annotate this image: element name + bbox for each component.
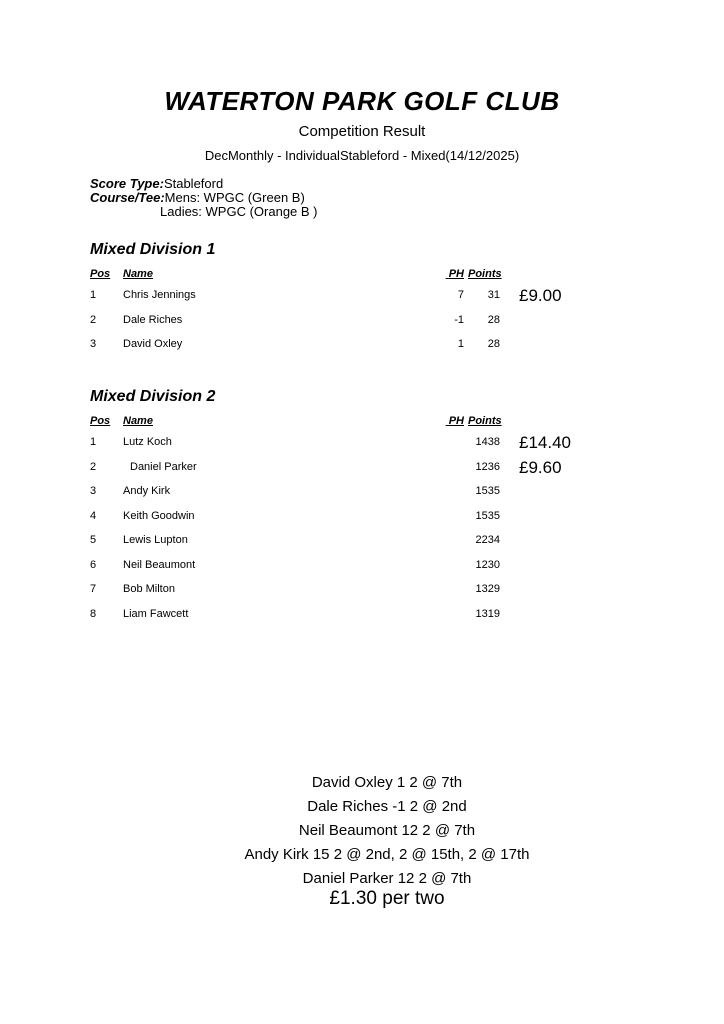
points-cell: 28 bbox=[487, 338, 500, 350]
column-header-ph: PH bbox=[448, 415, 464, 427]
name-cell: Neil Beaumont bbox=[123, 558, 196, 571]
pos-cell: 1 bbox=[90, 436, 97, 448]
ph-points-cell: 1236 bbox=[475, 460, 500, 473]
ladies-course-line bbox=[90, 205, 318, 219]
ph-points-cell: 1535 bbox=[475, 485, 500, 497]
column-header-pos: Pos bbox=[90, 268, 111, 280]
pos-cell: 7 bbox=[90, 583, 97, 595]
ph-points-cell: 1438 bbox=[475, 436, 500, 448]
table-row bbox=[0, 510, 724, 525]
name-cell: Dale Riches bbox=[123, 313, 183, 326]
setup-block bbox=[90, 177, 318, 219]
table-header-row bbox=[0, 415, 724, 430]
prize-cell: £14.40 bbox=[519, 433, 571, 452]
name-cell: Liam Fawcett bbox=[123, 607, 189, 620]
column-header-name: Name bbox=[123, 415, 153, 427]
pos-cell: 3 bbox=[90, 485, 97, 497]
name-cell: Chris Jennings bbox=[123, 289, 196, 301]
name-cell: Bob Milton bbox=[123, 583, 175, 595]
ph-points-cell: 1329 bbox=[475, 583, 500, 595]
twos-line: David Oxley 1 2 @ 7th bbox=[311, 774, 463, 791]
points-cell: 28 bbox=[487, 313, 500, 326]
ph-points-cell: 2234 bbox=[475, 534, 500, 546]
table-row bbox=[0, 534, 724, 549]
pos-cell: 4 bbox=[90, 509, 97, 522]
table-row bbox=[0, 314, 724, 329]
division-title: Mixed Division 2 bbox=[90, 388, 216, 405]
table-row bbox=[0, 433, 724, 452]
column-header-points: Points bbox=[468, 268, 502, 280]
ladies-course-value: Ladies: WPGC (Orange B ) bbox=[160, 204, 318, 219]
pos-cell: 2 bbox=[90, 313, 97, 326]
ph-cell: 7 bbox=[457, 289, 464, 301]
table-row bbox=[0, 608, 724, 623]
table-header-row bbox=[0, 268, 724, 283]
ph-cell: -1 bbox=[454, 313, 464, 326]
twos-rate: £1.30 per two bbox=[329, 888, 445, 909]
report-subtitle: Competition Result bbox=[298, 123, 426, 140]
table-row bbox=[0, 559, 724, 574]
score-type-label: Score Type: bbox=[90, 176, 164, 191]
prize-cell: £9.60 bbox=[519, 457, 562, 477]
mens-course-value: Mens: WPGC (Green B) bbox=[164, 190, 305, 205]
ph-points-cell: 1230 bbox=[475, 558, 500, 571]
course-tee-label: Course/Tee: bbox=[90, 190, 165, 205]
name-cell: David Oxley bbox=[123, 338, 183, 350]
competition-info: DecMonthly - IndividualStableford - Mixed(14/12/2025) bbox=[204, 148, 520, 163]
pos-cell: 3 bbox=[90, 338, 97, 350]
twos-line: Daniel Parker 12 2 @ 7th bbox=[302, 870, 472, 887]
column-header-ph: PH bbox=[448, 268, 464, 280]
column-header-name: Name bbox=[123, 268, 153, 280]
table-row bbox=[0, 457, 724, 477]
name-cell: Keith Goodwin bbox=[123, 509, 195, 522]
column-header-pos: Pos bbox=[90, 415, 111, 427]
ph-points-cell: 1535 bbox=[475, 509, 500, 522]
division-title: Mixed Division 1 bbox=[90, 241, 216, 258]
name-cell: Andy Kirk bbox=[123, 485, 171, 497]
pos-cell: 5 bbox=[90, 534, 97, 546]
division-1-section bbox=[0, 241, 724, 366]
table-row bbox=[0, 338, 724, 353]
table-row bbox=[0, 286, 724, 305]
ph-points-cell: 1319 bbox=[475, 607, 500, 620]
table-row bbox=[0, 583, 724, 598]
twos-line: Dale Riches -1 2 @ 2nd bbox=[307, 798, 467, 815]
score-type-value: Stableford bbox=[163, 176, 224, 191]
twos-summary bbox=[50, 771, 724, 891]
prize-cell: £9.00 bbox=[519, 286, 562, 305]
pos-cell: 2 bbox=[90, 460, 97, 473]
club-title: WATERTON PARK GOLF CLUB bbox=[164, 86, 560, 116]
twos-line: Neil Beaumont 12 2 @ 7th bbox=[298, 822, 476, 839]
points-cell: 31 bbox=[487, 289, 500, 301]
division-2-section bbox=[0, 388, 724, 638]
twos-line: Andy Kirk 15 2 @ 2nd, 2 @ 15th, 2 @ 17th bbox=[244, 846, 530, 863]
name-cell: Lewis Lupton bbox=[123, 534, 188, 546]
name-cell: Lutz Koch bbox=[123, 436, 172, 448]
name-cell: Daniel Parker bbox=[130, 460, 197, 473]
pos-cell: 1 bbox=[90, 289, 97, 301]
pos-cell: 6 bbox=[90, 558, 97, 571]
score-type-line bbox=[90, 177, 318, 191]
course-tee-line bbox=[90, 191, 318, 205]
ph-cell: 1 bbox=[457, 338, 464, 350]
column-header-points: Points bbox=[468, 415, 502, 427]
pos-cell: 8 bbox=[90, 607, 97, 620]
table-row bbox=[0, 485, 724, 500]
